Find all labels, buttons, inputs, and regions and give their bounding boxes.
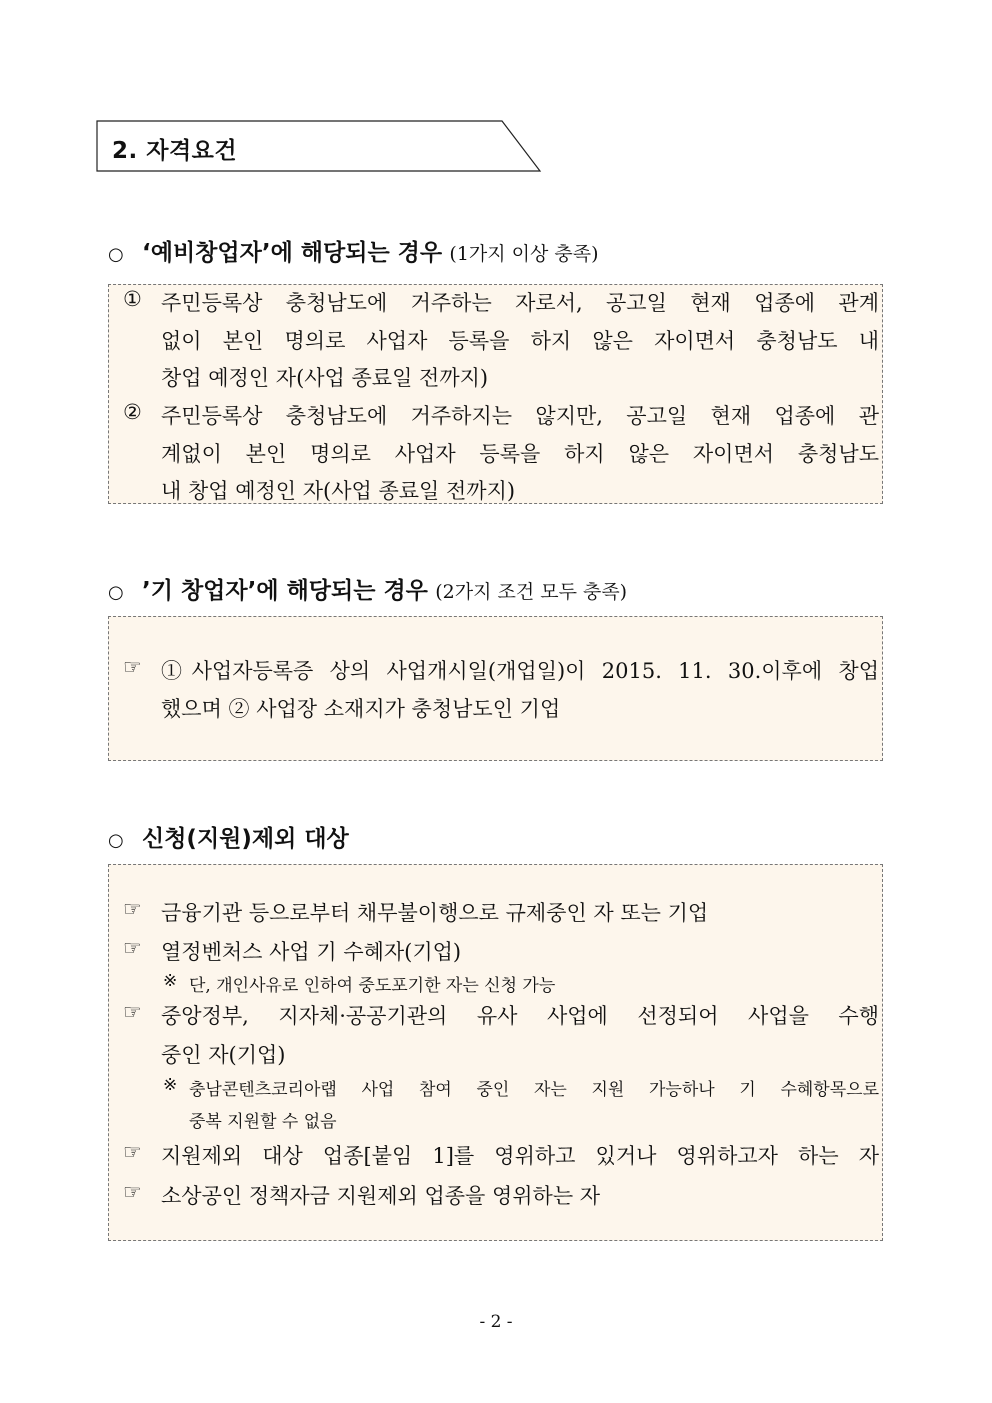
exclusion-item-3-note-line2: 중복 지원할 수 없음 — [189, 1112, 337, 1132]
condition-line2: 했으며 ② 사업장 소재지가 충청남도인 기업 — [161, 697, 561, 721]
item1-line3: 창업 예정인 자(사업 종료일 전까지) — [161, 366, 489, 390]
exclusion-item-3-line1: 중앙정부, 지자체·공공기관의 유사 사업에 선정되어 사업을 수행 — [161, 1004, 879, 1028]
heading-main: 신청(지원)제외 대상 — [142, 826, 349, 852]
bullet-circle: ○ — [108, 830, 124, 851]
exclusion-item-2-note: 단, 개인사유로 인하여 중도포기한 자는 신청 가능 — [189, 976, 556, 996]
item-mark-1: ① — [123, 287, 142, 311]
pointing-hand-icon: ☞ — [123, 936, 142, 960]
exclusion-item-1: 금융기관 등으로부터 채무불이행으로 규제중인 자 또는 기업 — [161, 901, 709, 925]
box-existing-conditions — [108, 616, 883, 761]
heading-main: ’기 창업자’에 해당되는 경우 — [142, 578, 428, 604]
exclusion-item-4: 지원제외 대상 업종[붙임 1]를 영위하고 있거나 영위하고자 하는 자 — [161, 1144, 879, 1168]
note-mark: ※ — [163, 1075, 178, 1095]
pointing-hand-icon: ☞ — [123, 897, 142, 921]
heading-existing-founder — [108, 572, 627, 605]
pointing-hand-icon: ☞ — [123, 1140, 142, 1164]
condition-line1: ①사업자등록증 상의 사업개시일(개업일)이 2015. 11. 30.이후에 창업 — [161, 659, 879, 683]
exclusion-item-3-note-line1: 충남콘텐츠코리아랩 사업 참여 중인 자는 지원 가능하나 기 수혜항목으로 — [189, 1080, 879, 1100]
heading-note: (1가지 이상 충족) — [449, 243, 599, 265]
note-mark: ※ — [163, 971, 178, 991]
item1-line1: 주민등록상 충청남도에 거주하는 자로서, 공고일 현재 업종에 관계 — [161, 291, 879, 315]
heading-exclusions — [108, 820, 349, 853]
item-mark-2: ② — [123, 400, 142, 424]
heading-main: ‘예비창업자’에 해당되는 경우 — [142, 240, 443, 266]
heading-note: (2가지 조건 모두 충족) — [435, 581, 628, 603]
pointing-hand-icon: ☞ — [123, 1000, 142, 1024]
pointing-hand-icon: ☞ — [123, 655, 142, 679]
exclusion-item-3-line2: 중인 자(기업) — [161, 1043, 286, 1067]
item2-line2: 계없이 본인 명의로 사업자 등록을 하지 않은 자이면서 충청남도 — [161, 442, 879, 466]
item2-line3: 내 창업 예정인 자(사업 종료일 전까지) — [161, 479, 516, 503]
exclusion-item-5: 소상공인 정책자금 지원제외 업종을 영위하는 자 — [161, 1184, 601, 1208]
page-number: - 2 - — [479, 1312, 513, 1332]
section-title: 2. 자격요건 — [112, 138, 238, 164]
bullet-circle: ○ — [108, 582, 124, 603]
box-exclusions — [108, 864, 883, 1241]
heading-prospective-founder — [108, 234, 599, 267]
item1-line2: 없이 본인 명의로 사업자 등록을 하지 않은 자이면서 충청남도 내 — [161, 329, 879, 353]
pointing-hand-icon: ☞ — [123, 1180, 142, 1204]
box-prospective-conditions — [108, 284, 883, 504]
exclusion-item-2: 열정벤처스 사업 기 수혜자(기업) — [161, 940, 462, 964]
bullet-circle: ○ — [108, 244, 124, 265]
section-title-tab — [96, 120, 542, 172]
item2-line1: 주민등록상 충청남도에 거주하지는 않지만, 공고일 현재 업종에 관 — [161, 404, 879, 428]
